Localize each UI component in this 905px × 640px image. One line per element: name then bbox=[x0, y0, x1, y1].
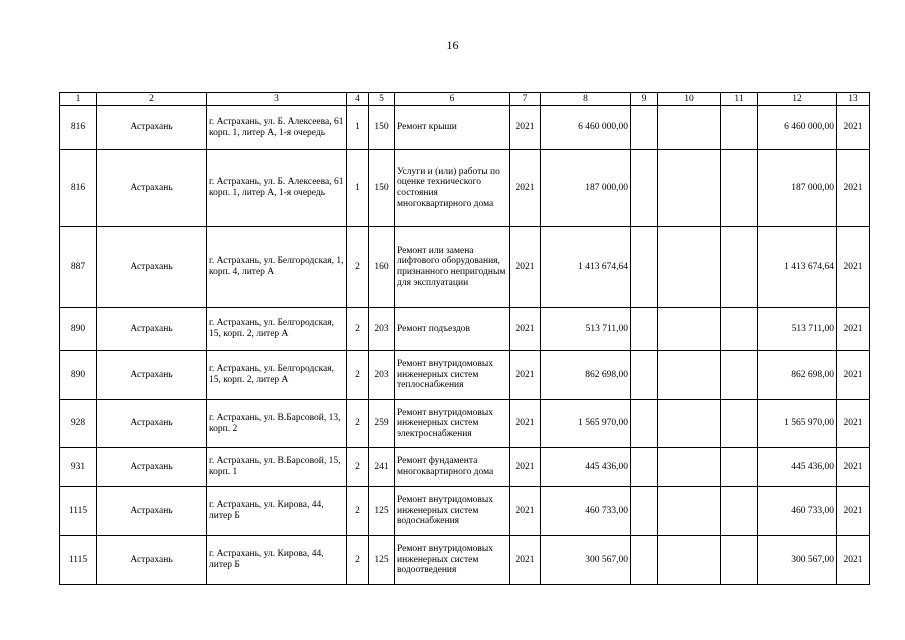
column-header: 11 bbox=[721, 93, 758, 106]
cell-amount: 445 436,00 bbox=[541, 448, 631, 487]
cell-city: Астрахань bbox=[97, 150, 207, 227]
cell-work-type: Ремонт крыши bbox=[395, 106, 510, 150]
cell-id: 931 bbox=[60, 448, 97, 487]
table-row bbox=[60, 400, 870, 448]
cell-col10 bbox=[658, 308, 721, 351]
cell-col9 bbox=[631, 448, 658, 487]
column-header: 6 bbox=[395, 93, 510, 106]
cell-city: Астрахань bbox=[97, 536, 207, 585]
cell-year-end: 2021 bbox=[837, 227, 870, 308]
column-header: 8 bbox=[541, 93, 631, 106]
cell-amount: 1 413 674,64 bbox=[541, 227, 631, 308]
cell-col5: 160 bbox=[369, 227, 395, 308]
cell-col5: 150 bbox=[369, 150, 395, 227]
cell-year: 2021 bbox=[510, 150, 541, 227]
cell-col5: 125 bbox=[369, 536, 395, 585]
cell-col5: 203 bbox=[369, 308, 395, 351]
column-header: 5 bbox=[369, 93, 395, 106]
cell-col11 bbox=[721, 150, 758, 227]
cell-amount: 1 565 970,00 bbox=[541, 400, 631, 448]
cell-amount: 187 000,00 bbox=[541, 150, 631, 227]
cell-col5: 259 bbox=[369, 400, 395, 448]
cell-col11 bbox=[721, 448, 758, 487]
cell-address: г. Астрахань, ул. Кирова, 44, литер Б bbox=[207, 487, 347, 536]
cell-address: г. Астрахань, ул. Белгородская, 15, корп. 2, литер А bbox=[207, 351, 347, 400]
cell-col5: 125 bbox=[369, 487, 395, 536]
cell-year-end: 2021 bbox=[837, 106, 870, 150]
cell-col10 bbox=[658, 400, 721, 448]
cell-address: г. Астрахань, ул. Белгородская, 15, корп. 2, литер А bbox=[207, 308, 347, 351]
column-header: 4 bbox=[347, 93, 369, 106]
cell-id: 890 bbox=[60, 351, 97, 400]
cell-col4: 1 bbox=[347, 106, 369, 150]
cell-id: 1115 bbox=[60, 536, 97, 585]
column-header: 9 bbox=[631, 93, 658, 106]
cell-amount-total: 1 565 970,00 bbox=[758, 400, 837, 448]
cell-year: 2021 bbox=[510, 308, 541, 351]
cell-year-end: 2021 bbox=[837, 487, 870, 536]
cell-col4: 2 bbox=[347, 487, 369, 536]
page-number: 16 bbox=[446, 38, 459, 52]
cell-col4: 2 bbox=[347, 536, 369, 585]
table-header-row bbox=[60, 93, 870, 106]
cell-col11 bbox=[721, 227, 758, 308]
cell-id: 890 bbox=[60, 308, 97, 351]
cell-col5: 241 bbox=[369, 448, 395, 487]
column-header: 13 bbox=[837, 93, 870, 106]
cell-col4: 2 bbox=[347, 400, 369, 448]
cell-work-type: Ремонт фундамента многоквартирного дома bbox=[395, 448, 510, 487]
cell-col11 bbox=[721, 400, 758, 448]
table-row bbox=[60, 308, 870, 351]
cell-address: г. Астрахань, ул. Белгородская, 1, корп. 4, литер А bbox=[207, 227, 347, 308]
cell-col10 bbox=[658, 351, 721, 400]
column-header: 2 bbox=[97, 93, 207, 106]
cell-amount: 300 567,00 bbox=[541, 536, 631, 585]
cell-id: 887 bbox=[60, 227, 97, 308]
cell-amount: 460 733,00 bbox=[541, 487, 631, 536]
cell-col10 bbox=[658, 487, 721, 536]
cell-col4: 2 bbox=[347, 448, 369, 487]
cell-col9 bbox=[631, 106, 658, 150]
cell-col9 bbox=[631, 536, 658, 585]
cell-year-end: 2021 bbox=[837, 308, 870, 351]
cell-col10 bbox=[658, 150, 721, 227]
cell-address: г. Астрахань, ул. В.Барсовой, 13, корп. 2 bbox=[207, 400, 347, 448]
cell-address: г. Астрахань, ул. Кирова, 44, литер Б bbox=[207, 536, 347, 585]
column-header: 12 bbox=[758, 93, 837, 106]
cell-address: г. Астрахань, ул. Б. Алексеева, 61 корп. 1, литер А, 1-я очередь bbox=[207, 106, 347, 150]
cell-col9 bbox=[631, 351, 658, 400]
cell-col9 bbox=[631, 150, 658, 227]
cell-city: Астрахань bbox=[97, 227, 207, 308]
cell-work-type: Ремонт внутридомовых инженерных систем водоснабжения bbox=[395, 487, 510, 536]
cell-amount: 6 460 000,00 bbox=[541, 106, 631, 150]
cell-work-type: Услуги и (или) работы по оценке технического состояния многоквартирного дома bbox=[395, 150, 510, 227]
cell-city: Астрахань bbox=[97, 487, 207, 536]
table-row bbox=[60, 150, 870, 227]
cell-amount-total: 300 567,00 bbox=[758, 536, 837, 585]
column-header: 7 bbox=[510, 93, 541, 106]
cell-col4: 2 bbox=[347, 351, 369, 400]
cell-city: Астрахань bbox=[97, 400, 207, 448]
cell-address: г. Астрахань, ул. Б. Алексеева, 61 корп. 1, литер А, 1-я очередь bbox=[207, 150, 347, 227]
cell-col11 bbox=[721, 487, 758, 536]
cell-address: г. Астрахань, ул. В.Барсовой, 15, корп. 1 bbox=[207, 448, 347, 487]
cell-col4: 2 bbox=[347, 308, 369, 351]
cell-col11 bbox=[721, 106, 758, 150]
cell-col11 bbox=[721, 351, 758, 400]
cell-col9 bbox=[631, 487, 658, 536]
cell-year: 2021 bbox=[510, 351, 541, 400]
cell-col5: 203 bbox=[369, 351, 395, 400]
cell-city: Астрахань bbox=[97, 106, 207, 150]
cell-year-end: 2021 bbox=[837, 400, 870, 448]
cell-year-end: 2021 bbox=[837, 351, 870, 400]
cell-year: 2021 bbox=[510, 106, 541, 150]
cell-year-end: 2021 bbox=[837, 536, 870, 585]
table-row bbox=[60, 351, 870, 400]
cell-col10 bbox=[658, 448, 721, 487]
cell-amount-total: 513 711,00 bbox=[758, 308, 837, 351]
cell-amount: 513 711,00 bbox=[541, 308, 631, 351]
cell-year: 2021 bbox=[510, 227, 541, 308]
cell-year-end: 2021 bbox=[837, 448, 870, 487]
cell-col4: 1 bbox=[347, 150, 369, 227]
cell-col11 bbox=[721, 536, 758, 585]
table-row bbox=[60, 448, 870, 487]
cell-amount-total: 6 460 000,00 bbox=[758, 106, 837, 150]
cell-amount-total: 445 436,00 bbox=[758, 448, 837, 487]
cell-col10 bbox=[658, 536, 721, 585]
cell-work-type: Ремонт или замена лифтового оборудования, признанного непригодным для эксплуатации bbox=[395, 227, 510, 308]
cell-col4: 2 bbox=[347, 227, 369, 308]
table-row bbox=[60, 536, 870, 585]
cell-year: 2021 bbox=[510, 487, 541, 536]
cell-work-type: Ремонт внутридомовых инженерных систем электроснабжения bbox=[395, 400, 510, 448]
cell-amount-total: 187 000,00 bbox=[758, 150, 837, 227]
cell-work-type: Ремонт подъездов bbox=[395, 308, 510, 351]
cell-city: Астрахань bbox=[97, 308, 207, 351]
cell-amount-total: 1 413 674,64 bbox=[758, 227, 837, 308]
cell-amount: 862 698,00 bbox=[541, 351, 631, 400]
cell-work-type: Ремонт внутридомовых инженерных систем теплоснабжения bbox=[395, 351, 510, 400]
table-row bbox=[60, 106, 870, 150]
cell-col9 bbox=[631, 227, 658, 308]
column-header: 10 bbox=[658, 93, 721, 106]
cell-id: 928 bbox=[60, 400, 97, 448]
cell-col11 bbox=[721, 308, 758, 351]
repair-program-table bbox=[59, 92, 870, 585]
cell-id: 816 bbox=[60, 150, 97, 227]
cell-year: 2021 bbox=[510, 536, 541, 585]
cell-year: 2021 bbox=[510, 400, 541, 448]
cell-id: 1115 bbox=[60, 487, 97, 536]
column-header: 3 bbox=[207, 93, 347, 106]
cell-work-type: Ремонт внутридомовых инженерных систем водоотведения bbox=[395, 536, 510, 585]
cell-id: 816 bbox=[60, 106, 97, 150]
cell-city: Астрахань bbox=[97, 351, 207, 400]
cell-city: Астрахань bbox=[97, 448, 207, 487]
cell-amount-total: 862 698,00 bbox=[758, 351, 837, 400]
cell-col5: 150 bbox=[369, 106, 395, 150]
cell-col10 bbox=[658, 227, 721, 308]
cell-year-end: 2021 bbox=[837, 150, 870, 227]
cell-col9 bbox=[631, 400, 658, 448]
table-row bbox=[60, 487, 870, 536]
table-row bbox=[60, 227, 870, 308]
column-header: 1 bbox=[60, 93, 97, 106]
cell-col9 bbox=[631, 308, 658, 351]
cell-amount-total: 460 733,00 bbox=[758, 487, 837, 536]
cell-year: 2021 bbox=[510, 448, 541, 487]
cell-col10 bbox=[658, 106, 721, 150]
